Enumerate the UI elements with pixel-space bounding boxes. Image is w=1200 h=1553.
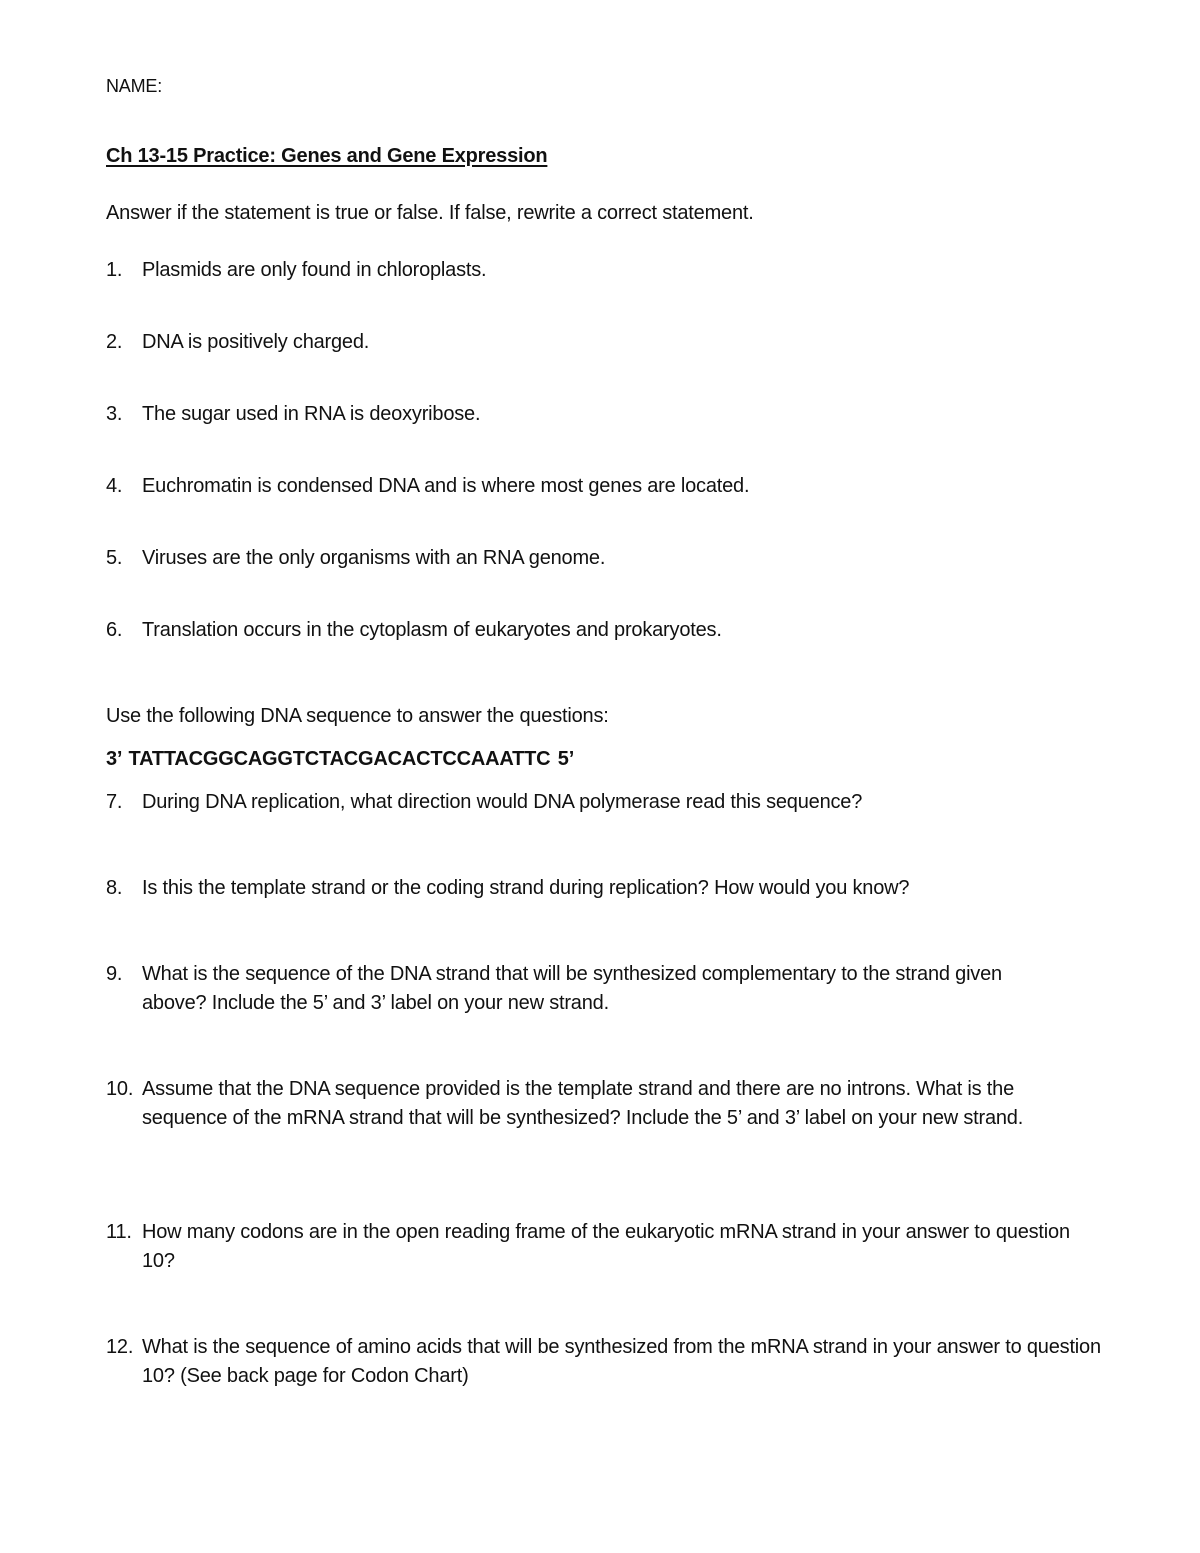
question-text: What is the sequence of amino acids that will be synthesized from the mRNA strand in your answer to question 10? (See back page for Codon Chart) (142, 1336, 1101, 1387)
question-number: 5. (106, 547, 123, 569)
question-number: 6. (106, 619, 123, 641)
question-1 (106, 256, 1106, 285)
question-4 (106, 472, 1106, 501)
question-7 (106, 788, 1106, 817)
question-3 (106, 400, 1106, 429)
question-number: 1. (106, 259, 123, 281)
question-8 (106, 874, 1106, 903)
question-9 (106, 960, 1066, 1018)
question-number: 9. (106, 963, 123, 985)
question-text: What is the sequence of the DNA strand that will be synthesized complementary to the strand given above? Include the 5’ and 3’ label on your new strand. (142, 963, 1002, 1014)
name-label: NAME: (106, 76, 163, 96)
question-text: Assume that the DNA sequence provided is the template strand and there are no introns. What is the sequence of the mRNA strand that will be synthesized? Include the 5’ and 3’ label on your new strand. (142, 1078, 1024, 1129)
question-10 (106, 1075, 1096, 1133)
question-6 (106, 616, 1106, 645)
question-11 (106, 1218, 1096, 1276)
question-number: 2. (106, 331, 123, 353)
dna-sequence-instructions: Use the following DNA sequence to answer the questions: (106, 705, 609, 727)
question-number: 7. (106, 791, 123, 813)
question-text: Viruses are the only organisms with an RNA genome. (142, 547, 606, 569)
question-text: During DNA replication, what direction would DNA polymerase read this sequence? (142, 791, 863, 813)
question-text: Is this the template strand or the coding strand during replication? How would you know? (142, 877, 910, 899)
question-number: 12. (106, 1336, 134, 1358)
question-text: How many codons are in the open reading frame of the eukaryotic mRNA strand in your answer to question 10? (142, 1221, 1070, 1272)
question-text: DNA is positively charged. (142, 331, 370, 353)
question-number: 8. (106, 877, 123, 899)
question-text: Translation occurs in the cytoplasm of eukaryotes and prokaryotes. (142, 619, 722, 641)
true-false-instructions: Answer if the statement is true or false. If false, rewrite a correct statement. (106, 202, 754, 224)
question-text: Plasmids are only found in chloroplasts. (142, 259, 487, 281)
question-5 (106, 544, 1106, 573)
question-2 (106, 328, 1106, 357)
dna-sequence: 3’ TATTACGGCAGGTCTACGACACTCCAAATTC 5’ (106, 748, 575, 770)
page-title: Ch 13-15 Practice: Genes and Gene Expression (106, 145, 548, 167)
question-number: 3. (106, 403, 123, 425)
question-12 (106, 1333, 1106, 1391)
question-text: The sugar used in RNA is deoxyribose. (142, 403, 481, 425)
question-number: 11. (106, 1221, 132, 1243)
question-number: 10. (106, 1078, 134, 1100)
question-number: 4. (106, 475, 123, 497)
question-text: Euchromatin is condensed DNA and is where most genes are located. (142, 475, 750, 497)
